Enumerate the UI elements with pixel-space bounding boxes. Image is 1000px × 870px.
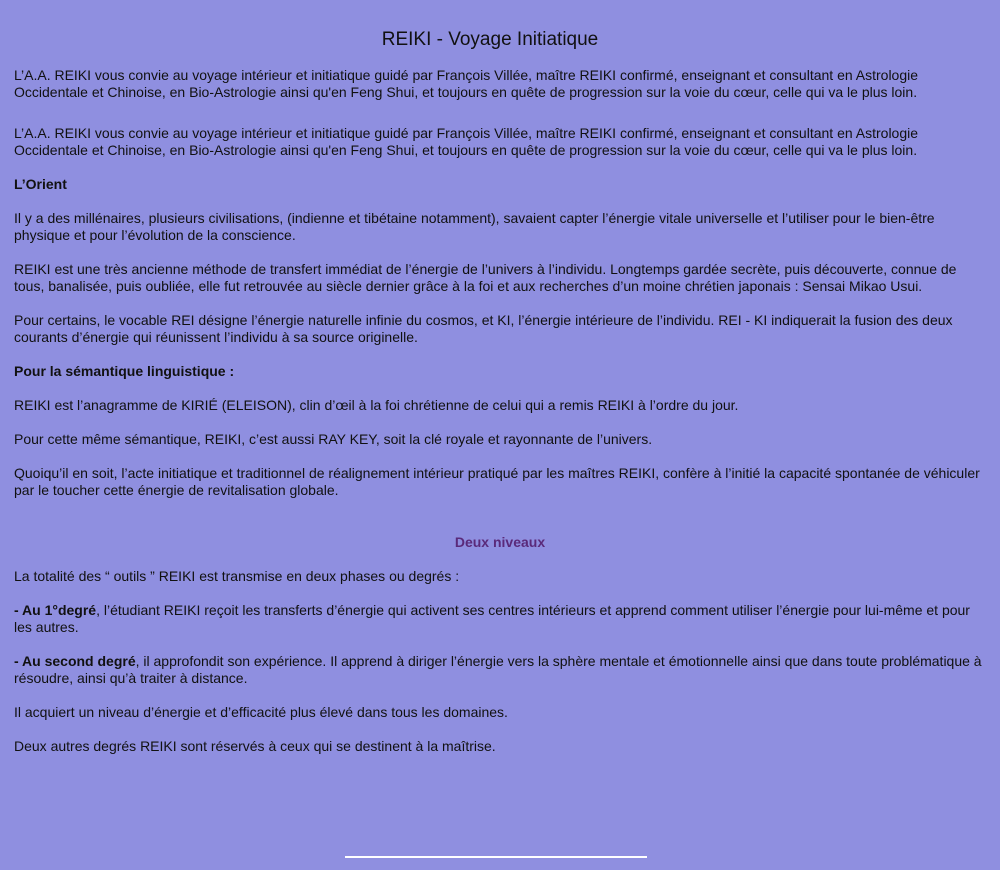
level-1-paragraph: [14, 602, 986, 636]
intro-paragraph-1: L’A.A. REIKI vous convie au voyage intérieur et initiatique guidé par François Villée, maître REIKI confirmé, enseignant et consultant en Astrologie Occidentale et Chinoise, en Bio-Astrologie ainsi qu'en Feng Shui, et toujours en quête de progression sur la voie du cœur, celle qui va le plus loin.: [14, 67, 919, 100]
intro-paragraph-2: L’A.A. REIKI vous convie au voyage intérieur et initiatique guidé par François Villée, maître REIKI confirmé, enseignant et consultant en Astrologie Occidentale et Chinoise, en Bio-Astrologie ainsi qu'en Feng Shui, et toujours en quête de progression sur la voie du cœur, celle qui va le plus loin.: [14, 125, 919, 158]
levels-energy-paragraph: Il acquiert un niveau d’énergie et d’efficacité plus élevé dans tous les domaines.: [14, 704, 508, 720]
semantics-paragraph-1: REIKI est l’anagramme de KIRIÉ (ELEISON), clin d’œil à la foi chrétienne de celui qui a remis REIKI à l’ordre du jour.: [14, 397, 739, 413]
section-heading-orient: L’Orient: [14, 176, 67, 192]
orient-paragraph-2: REIKI est une très ancienne méthode de transfert immédiat de l’énergie de l’univers à l’individu. Longtemps gardée secrète, puis découverte, connue de tous, banalisée, puis oubliée, elle fut retrouvée au siècle dernier grâce à la foi et aux recherches d’un moine chrétien japonais : Sensai Mikao Usui.: [14, 261, 957, 294]
section-heading-semantics: Pour la sémantique linguistique :: [14, 363, 235, 379]
page-title: REIKI - Voyage Initiatique: [381, 29, 599, 50]
levels-intro-paragraph: La totalité des “ outils ” REIKI est transmise en deux phases ou degrés :: [14, 568, 460, 584]
level-2-paragraph: [14, 653, 986, 687]
semantics-paragraph-3: Quoiqu’il en soit, l’acte initiatique et traditionnel de réalignement intérieur pratiqué par les maîtres REIKI, confère à l’initié la capacité spontanée de véhiculer par le toucher cette énergie de revitalisation globale.: [14, 465, 980, 498]
level-1-text: , l’étudiant REIKI reçoit les transferts d’énergie qui activent ses centres intérieurs et apprend comment utiliser l’énergie pour lui-même et pour les autres.: [14, 602, 970, 635]
footer-divider: [345, 856, 647, 858]
semantics-paragraph-2: Pour cette même sémantique, REIKI, c’est aussi RAY KEY, soit la clé royale et rayonnante de l’univers.: [14, 431, 653, 447]
orient-paragraph-3: Pour certains, le vocable REI désigne l’énergie naturelle infinie du cosmos, et KI, l’énergie intérieure de l’individu. REI - KI indiquerait la fusion des deux courants d’énergie qui réunissent l’individu à sa source originelle.: [14, 312, 953, 345]
article-body: [14, 67, 986, 755]
level-2-label: - Au second degré: [14, 653, 136, 669]
orient-paragraph-1: Il y a des millénaires, plusieurs civilisations, (indienne et tibétaine notamment), savaient capter l’énergie vitale universelle et l’utiliser pour le bien-être physique et pour l’évolution de la conscience.: [14, 210, 935, 243]
levels-mastery-paragraph: Deux autres degrés REIKI sont réservés à ceux qui se destinent à la maîtrise.: [14, 738, 496, 754]
section-heading-levels: Deux niveaux: [454, 534, 546, 550]
level-2-text: , il approfondit son expérience. Il apprend à diriger l’énergie vers la sphère mentale et émotionnelle ainsi que dans toute problématique à résoudre, ainsi qu’à traiter à distance.: [14, 653, 982, 686]
level-1-label: - Au 1°degré: [14, 602, 97, 618]
